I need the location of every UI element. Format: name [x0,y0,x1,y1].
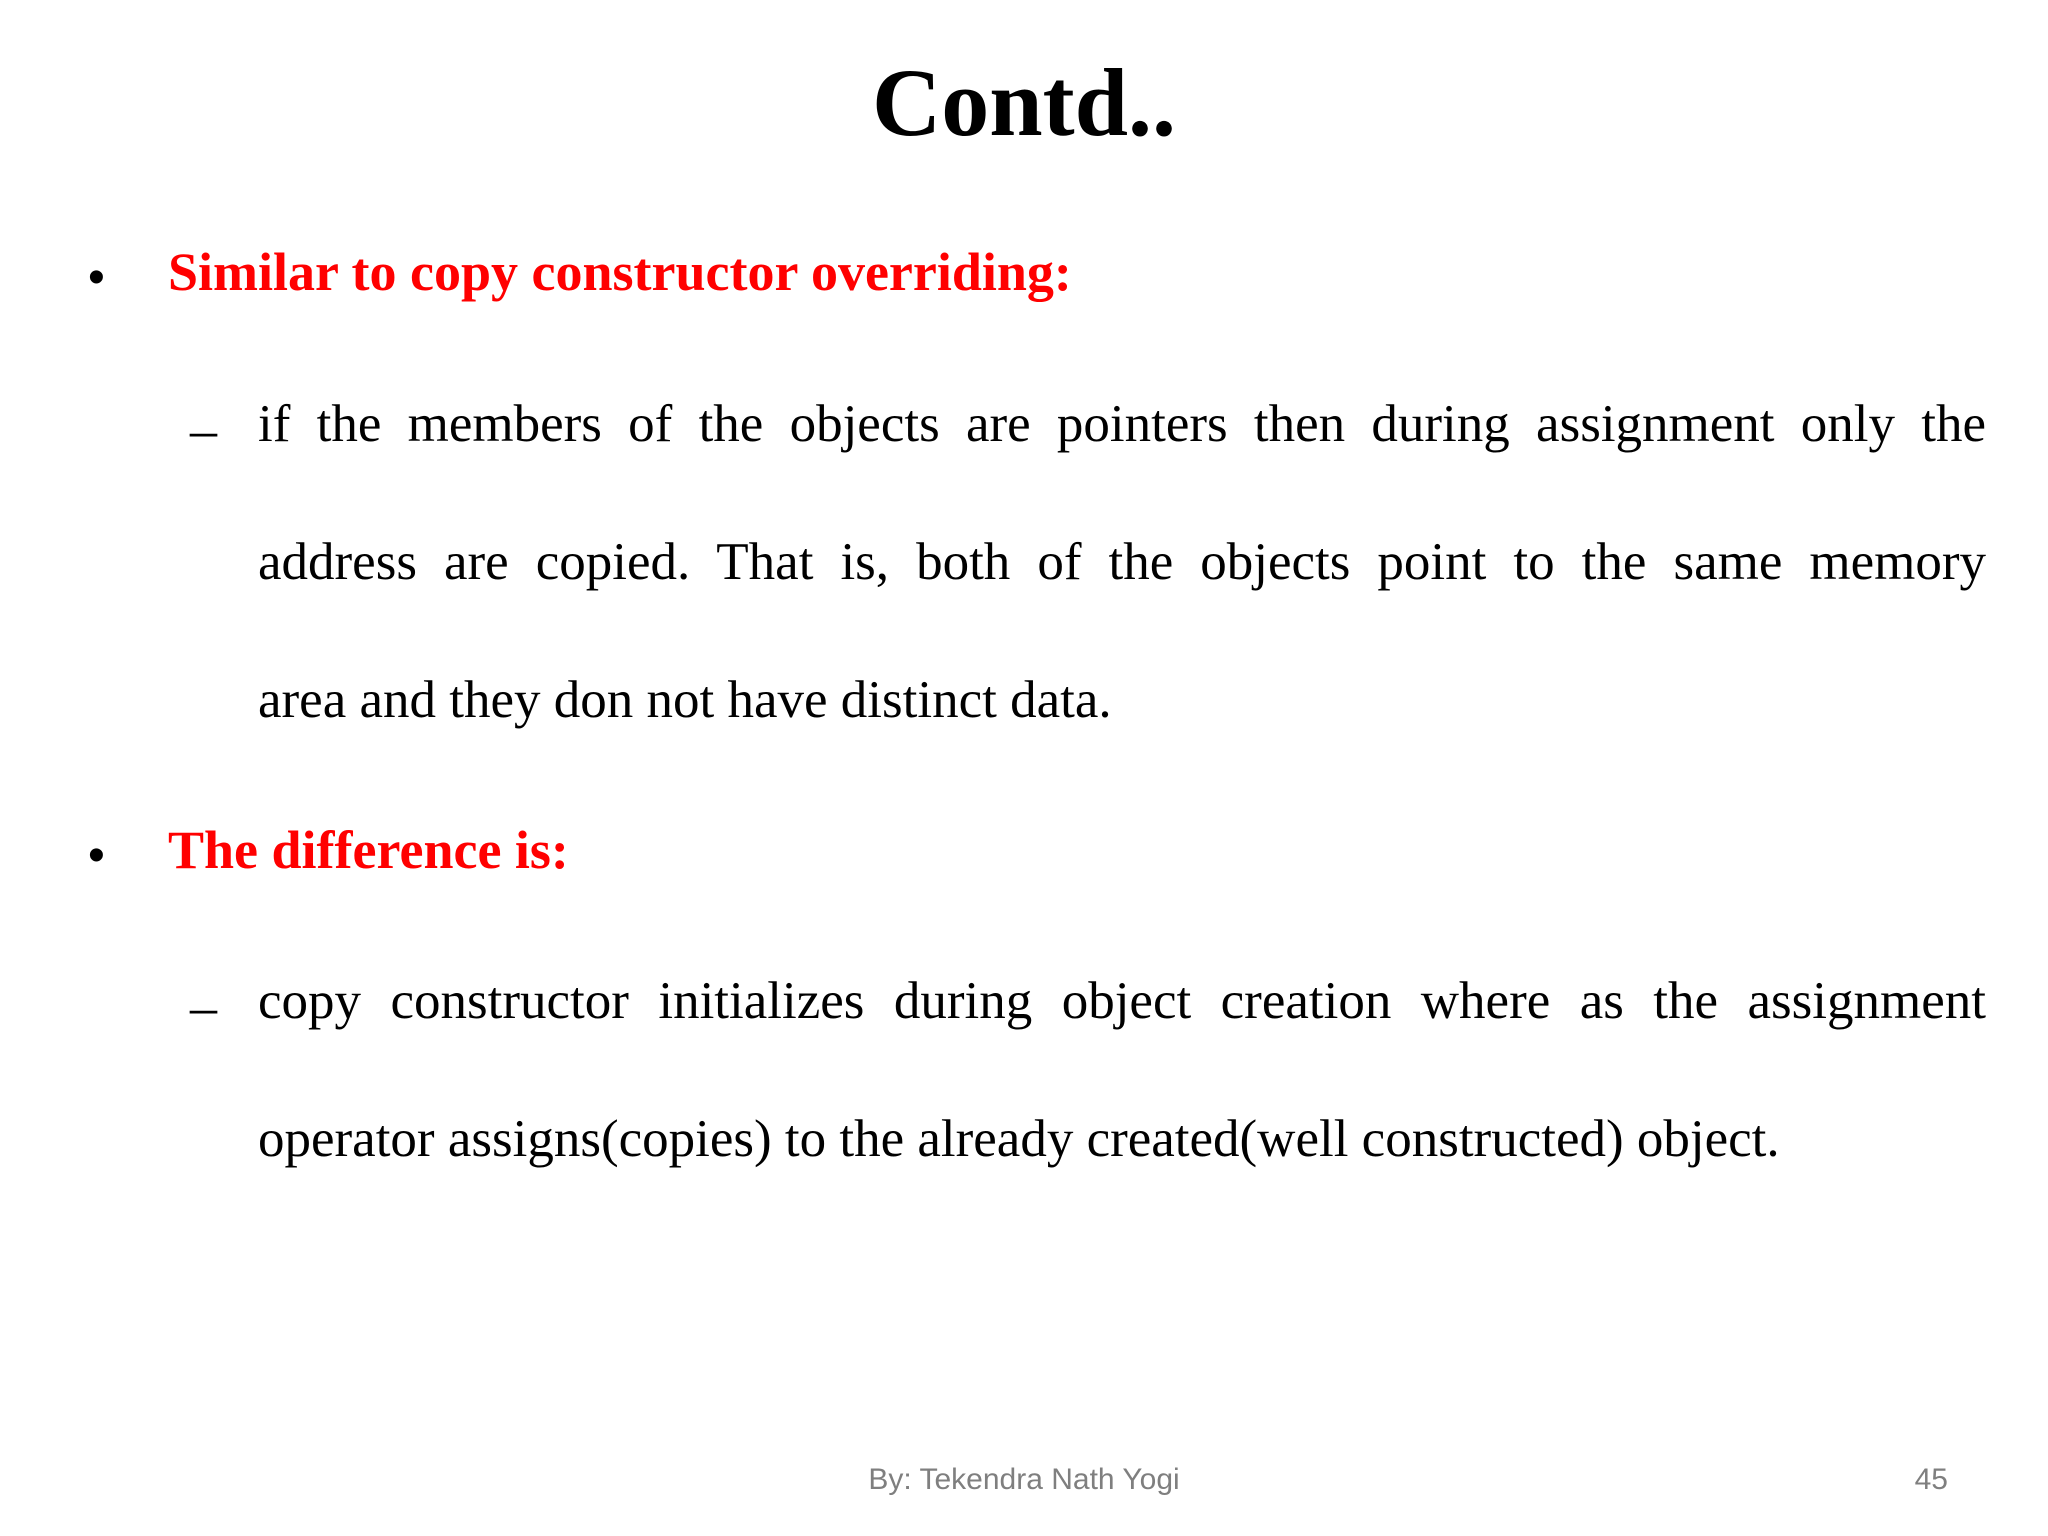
sub-item-text [258,932,1986,1208]
slide-title: Contd.. [871,49,1177,156]
sub-item-text [258,355,1986,769]
bullet-heading: The difference is: [168,820,569,880]
sub-marker: – [190,400,217,460]
text-line: if the members of the objects are pointers then during assignment only the [258,395,1986,453]
text-line: copy constructor initializes during object creation where as the assignment [258,972,1986,1030]
text-line: area and they don not have distinct data. [258,671,1112,729]
sub-marker: – [190,977,217,1037]
text-line: operator assigns(copies) to the already created(well constructed) object. [258,1110,1780,1168]
text-line: address are copied. That is, both of the objects point to the same memory [258,533,1986,591]
footer-author: By: Tekendra Nath Yogi [868,1463,1180,1496]
page-number: 45 [1914,1463,1948,1496]
bullet-heading: Similar to copy constructor overriding: [168,242,1072,302]
bullet-marker: • [88,251,105,304]
bullet-marker: • [88,829,105,882]
